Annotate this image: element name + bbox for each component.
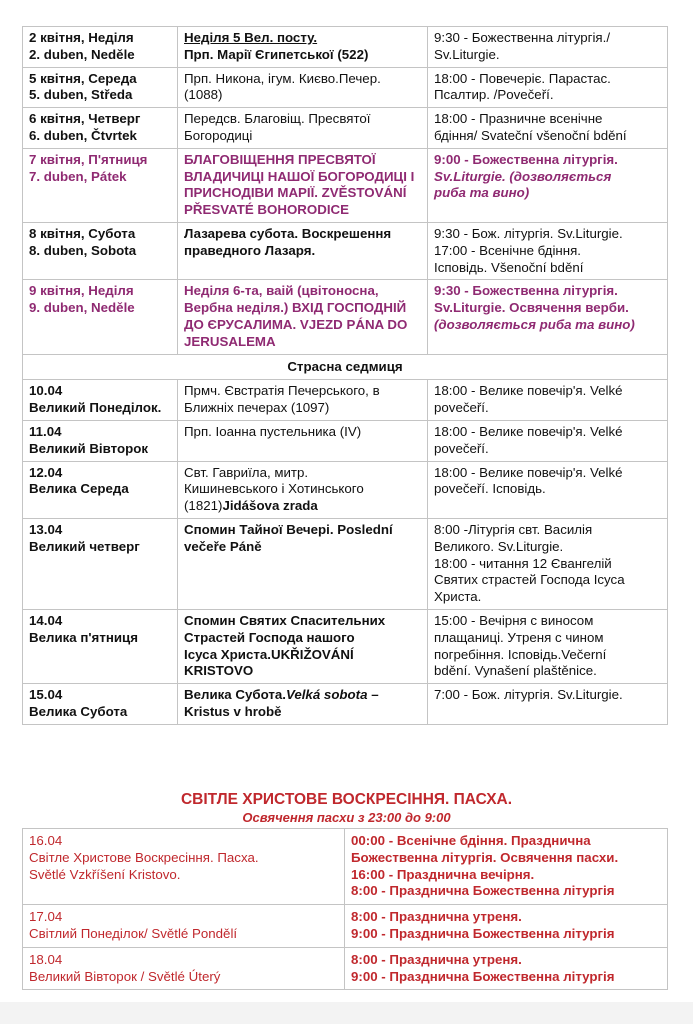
feast-line: Кишиневського і Хотинського bbox=[184, 481, 364, 497]
date-line: Великий Понеділок. bbox=[29, 400, 162, 416]
schedule-row bbox=[23, 518, 668, 609]
service-line: bdění. Vynašení plaštěnice. bbox=[434, 663, 597, 679]
easter-left-line: 16.04 bbox=[29, 833, 63, 848]
feast-line: Свт. Гавриїла, митр. bbox=[184, 464, 309, 480]
service-line: Sv.Liturgie. (дозволяється bbox=[434, 168, 612, 184]
service-line: povečeří. Ісповідь. bbox=[434, 481, 546, 497]
service-cell bbox=[428, 280, 668, 354]
feast-cell bbox=[178, 380, 428, 421]
feast-line: KRISTOVO bbox=[184, 663, 254, 679]
feast-line: Передсв. Благовіщ. Пресвятої bbox=[184, 111, 371, 127]
feast-line: ПРИСНОДІВИ МАРІЇ. ZVĚSTOVÁNÍ bbox=[184, 185, 407, 201]
schedule-table bbox=[22, 26, 668, 725]
date-line: Великий четверг bbox=[29, 538, 140, 554]
date-cell bbox=[23, 380, 178, 421]
date-line: 9 квітня, Неділя bbox=[29, 283, 134, 299]
date-line: Велика Середа bbox=[29, 481, 129, 497]
feast-cell bbox=[178, 148, 428, 222]
date-line: 2. duben, Neděle bbox=[29, 46, 135, 62]
schedule-body bbox=[23, 27, 668, 725]
easter-date-cell bbox=[23, 829, 345, 905]
service-line: 7:00 - Бож. літургія. Sv.Liturgie. bbox=[434, 687, 623, 703]
service-line: Sv.Liturgie. Освячення верби. bbox=[434, 300, 629, 316]
date-line: 9. duben, Neděle bbox=[29, 300, 135, 316]
service-line: Великого. Sv.Liturgie. bbox=[434, 538, 564, 554]
service-line: погребіння. Ісповідь.Večerní bbox=[434, 646, 607, 662]
schedule-row bbox=[23, 108, 668, 149]
feast-cell bbox=[178, 27, 428, 68]
service-line: 9:30 - Божественна літургія./ bbox=[434, 30, 611, 45]
service-cell bbox=[428, 67, 668, 108]
service-cell bbox=[428, 148, 668, 222]
date-cell bbox=[23, 67, 178, 108]
service-line: 18:00 - Повечеріє. Парастас. bbox=[434, 70, 611, 86]
service-line: 18:00 - Велике повечір'я. Velké bbox=[434, 423, 623, 439]
feast-line: Лазарева субота. Воскрешення bbox=[184, 225, 392, 241]
service-line: 9:30 - Божественна літургія. bbox=[434, 283, 618, 299]
feast-line: Прп. Никона, ігум. Києво.Печер. bbox=[184, 70, 381, 86]
service-line: 18:00 - Празничне всенічне bbox=[434, 111, 603, 127]
feast-cell bbox=[178, 67, 428, 108]
feast-line bbox=[184, 498, 421, 515]
service-line: Святих страстей Господа Ісуса bbox=[434, 572, 625, 588]
page-bottom-margin bbox=[0, 1002, 693, 1024]
easter-service-line: Божественна літургія. Освячення пасхи. bbox=[351, 849, 619, 865]
easter-header bbox=[0, 790, 693, 826]
feast-line: БЛАГОВІЩЕННЯ ПРЕСВЯТОЇ bbox=[184, 151, 376, 167]
service-cell bbox=[428, 380, 668, 421]
feast-cell bbox=[178, 108, 428, 149]
feast-line: Ісуса Христа.UKŘIŽOVÁNÍ bbox=[184, 646, 354, 662]
feast-line: Богородиці bbox=[184, 127, 253, 143]
service-cell bbox=[428, 609, 668, 683]
service-line: Sv.Liturgie. bbox=[434, 46, 500, 62]
feast-line: Вербна неділя.) ВХІД ГОСПОДНІЙ bbox=[184, 300, 407, 316]
date-line: 7 квітня, П'ятниця bbox=[29, 151, 148, 167]
service-line: 18:00 - читання 12 Євангелій bbox=[434, 555, 612, 571]
schedule-row bbox=[23, 148, 668, 222]
date-line: 12.04 bbox=[29, 464, 63, 480]
date-line: Велика п'ятниця bbox=[29, 629, 138, 645]
service-cell bbox=[428, 27, 668, 68]
service-line: 15:00 - Вечірня с виносом bbox=[434, 612, 594, 628]
easter-service-line: 8:00 - Празднична утреня. bbox=[351, 909, 522, 925]
service-line: риба та вино) bbox=[434, 185, 530, 201]
service-cell bbox=[428, 108, 668, 149]
service-line: povečeří. bbox=[434, 440, 489, 456]
easter-row bbox=[23, 829, 668, 905]
easter-left-line: Великий Вівторок / Světlé Úterý bbox=[29, 968, 221, 984]
feast-cell bbox=[178, 222, 428, 279]
date-cell bbox=[23, 420, 178, 461]
feast-line: Прп. Іоанна пустельника (IV) bbox=[184, 423, 362, 439]
easter-table bbox=[22, 828, 668, 990]
feast-cell bbox=[178, 609, 428, 683]
feast-line: ДО ЄРУСАЛИМА. VJEZD PÁNA DO bbox=[184, 316, 408, 332]
easter-service-line: 8:00 - Празднична утреня. bbox=[351, 951, 522, 967]
date-line: 6 квітня, Четверг bbox=[29, 111, 141, 127]
feast-line: праведного Лазаря. bbox=[184, 242, 316, 258]
easter-service-line: 00:00 - Всенічне бдіння. Празднична bbox=[351, 833, 591, 848]
easter-date-cell bbox=[23, 947, 345, 990]
feast-cell bbox=[178, 461, 428, 518]
date-cell bbox=[23, 222, 178, 279]
feast-line: Спомин Святих Спасительних bbox=[184, 612, 386, 628]
section-title: Страсна седмиця bbox=[23, 354, 668, 380]
date-line: 8. duben, Sobota bbox=[29, 242, 137, 258]
easter-row bbox=[23, 947, 668, 990]
date-line: 11.04 bbox=[29, 423, 62, 439]
easter-date-cell bbox=[23, 905, 345, 948]
feast-line: JERUSALEMA bbox=[184, 333, 276, 349]
service-cell bbox=[428, 518, 668, 609]
section-row bbox=[23, 354, 668, 380]
easter-service-cell bbox=[345, 905, 668, 948]
schedule-row bbox=[23, 380, 668, 421]
feast-line: Страстей Господа нашого bbox=[184, 629, 355, 645]
date-cell bbox=[23, 609, 178, 683]
schedule-row bbox=[23, 609, 668, 683]
feast-line: Спомин Тайної Вечері. Poslední bbox=[184, 521, 393, 537]
easter-service-line: 9:00 - Празднична Божественна літургія bbox=[351, 925, 615, 941]
service-cell bbox=[428, 420, 668, 461]
feast-line: PŘESVATÉ BOHORODICE bbox=[184, 202, 349, 218]
easter-title: СВІТЛЕ ХРИСТОВЕ ВОСКРЕСІННЯ. ПАСХА. bbox=[180, 791, 513, 808]
feast-line: Ближніх печерах (1097) bbox=[184, 400, 330, 416]
easter-left-line: Světlé Vzkříšení Kristovo. bbox=[29, 866, 181, 882]
easter-service-line: 16:00 - Празднична вечірня. bbox=[351, 866, 535, 882]
date-line: 7. duben, Pátek bbox=[29, 168, 127, 184]
schedule-row bbox=[23, 67, 668, 108]
date-line: 6. duben, Čtvrtek bbox=[29, 127, 137, 143]
service-line: povečeří. bbox=[434, 400, 489, 416]
schedule-row bbox=[23, 280, 668, 354]
feast-line: ВЛАДИЧИЦІ НАШОЇ БОГОРОДИЦІ І bbox=[184, 168, 415, 184]
date-line: 2 квітня, Неділя bbox=[29, 30, 134, 45]
service-line: 18:00 - Велике повечір'я. Velké bbox=[434, 464, 623, 480]
schedule-row bbox=[23, 420, 668, 461]
easter-left-line: 17.04 bbox=[29, 909, 63, 925]
date-line: 15.04 bbox=[29, 687, 63, 703]
easter-service-cell bbox=[345, 947, 668, 990]
service-line: плащаниці. Утреня с чином bbox=[434, 629, 604, 645]
feast-cell bbox=[178, 518, 428, 609]
feast-year: (1821) bbox=[184, 498, 223, 514]
date-line: 10.04 bbox=[29, 383, 63, 399]
schedule-row bbox=[23, 27, 668, 68]
service-line: 17:00 - Всенічне бдіння. bbox=[434, 242, 581, 258]
service-line: 18:00 - Велике повечір'я. Velké bbox=[434, 383, 623, 399]
service-line: 9:30 - Бож. літургія. Sv.Liturgie. bbox=[434, 225, 623, 241]
date-cell bbox=[23, 518, 178, 609]
feast-text: Велика Субота. bbox=[184, 687, 286, 703]
service-line: бдіння/ Svateční všenoční bdění bbox=[434, 127, 627, 143]
easter-left-line: 18.04 bbox=[29, 951, 63, 967]
date-cell bbox=[23, 148, 178, 222]
feast-line: večeře Páně bbox=[184, 538, 262, 554]
service-line: 9:00 - Божественна літургія. bbox=[434, 151, 618, 167]
date-cell bbox=[23, 280, 178, 354]
feast-dash: – bbox=[367, 687, 379, 703]
feast-cell bbox=[178, 684, 428, 725]
service-line: Псалтир. /Povečeří. bbox=[434, 87, 554, 103]
service-line: Христа. bbox=[434, 589, 482, 605]
easter-left-line: Світле Христове Воскресіння. Пасха. bbox=[29, 849, 259, 865]
feast-line: Прп. Марії Єгипетської (522) bbox=[184, 46, 369, 62]
date-line: Великий Вівторок bbox=[29, 440, 148, 456]
date-cell bbox=[23, 684, 178, 725]
date-line: 14.04 bbox=[29, 612, 63, 628]
service-cell bbox=[428, 684, 668, 725]
easter-subtitle: Освячення пасхи з 23:00 до 9:00 bbox=[242, 810, 451, 825]
date-cell bbox=[23, 461, 178, 518]
service-line: (дозволяється риба та вино) bbox=[434, 316, 635, 332]
service-line: 8:00 -Літургія свт. Василія bbox=[434, 521, 593, 537]
easter-body bbox=[23, 829, 668, 990]
easter-left-line: Світлий Понеділок/ Světlé Pondělí bbox=[29, 925, 238, 941]
schedule-row bbox=[23, 461, 668, 518]
date-cell bbox=[23, 27, 178, 68]
service-line: Ісповідь. Všenoční bdění bbox=[434, 259, 584, 275]
date-line: 8 квітня, Субота bbox=[29, 225, 136, 241]
feast-line: Неділя 6-та, ваій (цвітоносна, bbox=[184, 283, 379, 299]
easter-service-cell bbox=[345, 829, 668, 905]
date-line: 13.04 bbox=[29, 521, 63, 537]
schedule-row bbox=[23, 222, 668, 279]
feast-cell bbox=[178, 280, 428, 354]
feast-line bbox=[184, 687, 421, 704]
easter-row bbox=[23, 905, 668, 948]
feast-line: (1088) bbox=[184, 87, 223, 103]
easter-service-line: 9:00 - Празднична Божественна літургія bbox=[351, 968, 615, 984]
easter-service-line: 8:00 - Празднична Божественна літургія bbox=[351, 883, 615, 899]
feast-line: Kristus v hrobě bbox=[184, 703, 282, 719]
feast-text-italic: Velká sobota bbox=[285, 687, 368, 703]
feast-bold-text: Jidášova zrada bbox=[222, 498, 318, 514]
feast-line: Неділя 5 Вел. посту. bbox=[184, 30, 318, 45]
date-line: 5. duben, Středa bbox=[29, 87, 133, 103]
service-cell bbox=[428, 222, 668, 279]
date-line: 5 квітня, Середа bbox=[29, 70, 137, 86]
date-cell bbox=[23, 108, 178, 149]
schedule-row bbox=[23, 684, 668, 725]
service-cell bbox=[428, 461, 668, 518]
feast-line: Прмч. Євстратія Печерського, в bbox=[184, 383, 380, 399]
feast-cell bbox=[178, 420, 428, 461]
date-line: Велика Субота bbox=[29, 703, 128, 719]
